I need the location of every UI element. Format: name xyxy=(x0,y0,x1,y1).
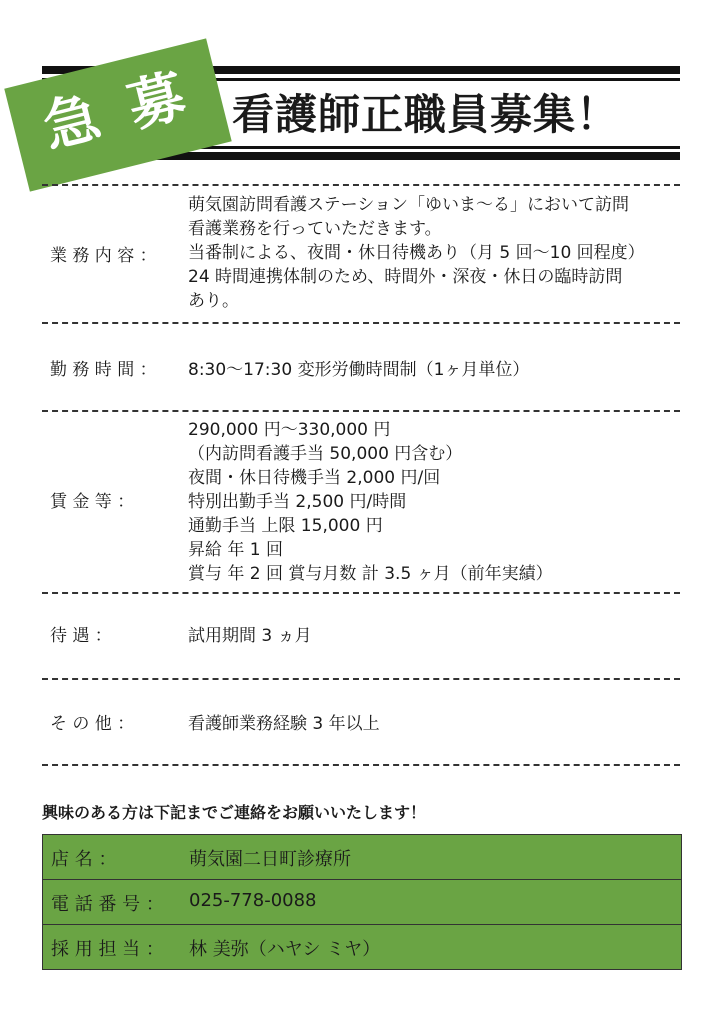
contact-table xyxy=(42,834,682,970)
recruiter-label: 採 用 担 当 ： xyxy=(51,939,164,960)
store-value: 萌気園二日町診療所 xyxy=(189,849,351,870)
divider xyxy=(42,184,680,186)
duties-line: 萌気園訪問看護ステーション「ゆいま～る」において訪問 xyxy=(188,195,629,215)
duties-line: 24 時間連携体制のため、時間外・深夜・休日の臨時訪問 xyxy=(188,267,623,287)
page-title: 看護師正職員募集！ xyxy=(232,90,620,139)
urgent-badge-text: 急 募 xyxy=(36,61,198,162)
hours-value: 8:30～17:30 変形労働時間制（1ヶ月単位） xyxy=(188,360,530,380)
duties-line: 当番制による、夜間・休日待機あり（月 5 回～10 回程度） xyxy=(188,243,645,263)
recruiter-value: 林 美弥（ハヤシ ミヤ） xyxy=(189,939,381,960)
contact-row-store xyxy=(43,835,681,880)
wages-line: 夜間・休日待機手当 2,000 円/回 xyxy=(188,468,441,488)
divider xyxy=(42,678,680,680)
wages-label: 賃 金 等 ： xyxy=(50,492,135,512)
phone-label: 電 話 番 号 ： xyxy=(51,894,164,915)
duties-content xyxy=(188,193,683,313)
contact-row-recruiter xyxy=(43,925,681,969)
wages-line: 290,000 円～330,000 円 xyxy=(188,420,391,440)
store-label: 店 名 ： xyxy=(51,849,117,870)
divider xyxy=(42,764,680,766)
wages-line: 特別出勤手当 2,500 円/時間 xyxy=(188,492,407,512)
duties-line: あり。 xyxy=(188,291,239,311)
wages-content xyxy=(188,418,683,586)
phone-value: 025-778-0088 xyxy=(189,890,317,911)
contact-note: 興味のある方は下記までご連絡をお願いいたします！ xyxy=(42,803,427,822)
treatment-value: 試用期間 3 ヵ月 xyxy=(188,626,312,646)
wages-line: 賞与 年 2 回 賞与月数 計 3.5 ヶ月（前年実績） xyxy=(188,564,553,584)
hours-label: 勤 務 時 間 ： xyxy=(50,360,157,380)
wages-line: 昇給 年 1 回 xyxy=(188,540,284,560)
contact-row-phone xyxy=(43,880,681,925)
wages-line: 通勤手当 上限 15,000 円 xyxy=(188,516,383,536)
divider xyxy=(42,410,680,412)
wages-line: （内訪問看護手当 50,000 円含む） xyxy=(188,444,463,464)
other-label: そ の 他 ： xyxy=(50,714,135,734)
divider xyxy=(42,592,680,594)
duties-label: 業 務 内 容 ： xyxy=(50,246,157,266)
other-value: 看護師業務経験 3 年以上 xyxy=(188,714,380,734)
duties-line: 看護業務を行っていただきます。 xyxy=(188,219,442,239)
treatment-label: 待 遇 ： xyxy=(50,626,112,646)
urgent-badge xyxy=(4,38,231,191)
divider xyxy=(42,322,680,324)
